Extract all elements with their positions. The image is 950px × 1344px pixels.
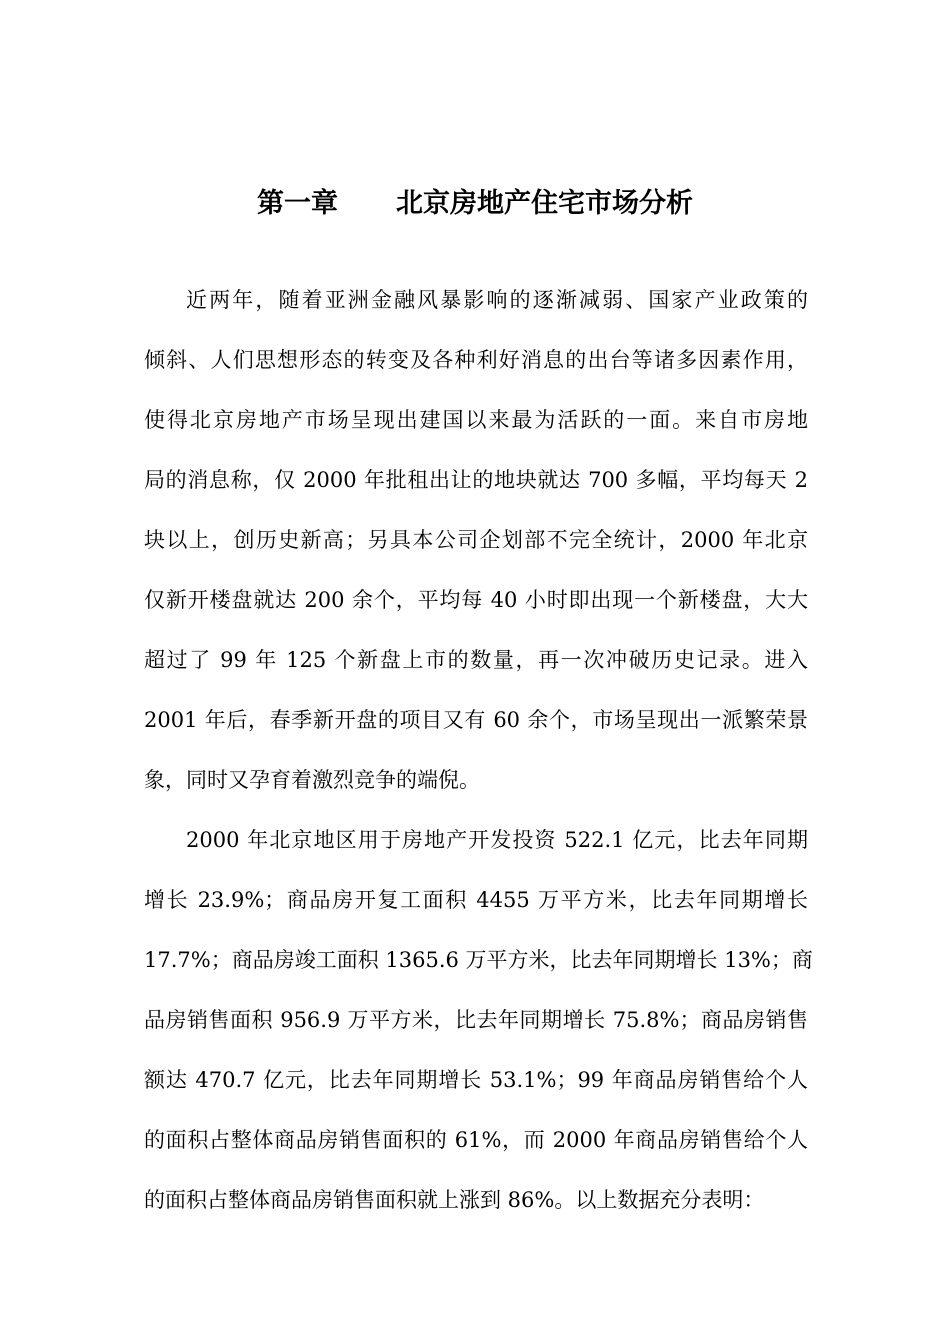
chapter-title-text: 北京房地产住宅市场分析	[396, 188, 693, 219]
paragraph-line: 倾斜、人们思想形态的转变及各种利好消息的出台等诸多因素作用，	[144, 348, 808, 372]
chapter-heading	[0, 184, 950, 224]
paragraph-line: 品房销售面积 956.9 万平方米，比去年同期增长 75.8%；商品房销售	[144, 1008, 808, 1032]
paragraph-line: 2000 年北京地区用于房地产开发投资 522.1 亿元，比去年同期	[186, 828, 808, 852]
paragraph-line: 象，同时又孕育着激烈竞争的端倪。	[144, 768, 480, 792]
paragraph-line: 增长 23.9%；商品房开复工面积 4455 万平方米，比去年同期增长	[144, 888, 808, 912]
paragraph-line: 的面积占整体商品房销售面积就上涨到 86%。以上数据充分表明：	[144, 1188, 765, 1212]
paragraph-line: 超过了 99 年 125 个新盘上市的数量，再一次冲破历史记录。进入	[144, 648, 808, 672]
paragraph-line: 17.7%；商品房竣工面积 1365.6 万平方米，比去年同期增长 13%；商	[144, 948, 813, 972]
paragraph-line: 块以上，创历史新高；另具本公司企划部不完全统计，2000 年北京	[144, 528, 808, 552]
paragraph-line: 的面积占整体商品房销售面积的 61%，而 2000 年商品房销售给个人	[144, 1128, 808, 1152]
chapter-number: 第一章	[257, 188, 338, 219]
paragraph-investment-stats	[144, 810, 813, 1230]
paragraph-line: 2001 年后，春季新开盘的项目又有 60 余个，市场呈现出一派繁荣景	[144, 708, 808, 732]
paragraph-line: 仅新开楼盘就达 200 余个，平均每 40 小时即出现一个新楼盘，大大	[144, 588, 808, 612]
paragraph-line: 局的消息称，仅 2000 年批租出让的地块就达 700 多幅，平均每天 2	[144, 468, 808, 492]
paragraph-line: 使得北京房地产市场呈现出建国以来最为活跃的一面。来自市房地	[144, 408, 808, 432]
paragraph-line: 额达 470.7 亿元，比去年同期增长 53.1%；99 年商品房销售给个人	[144, 1068, 808, 1092]
paragraph-market-overview	[144, 270, 808, 810]
paragraph-line: 近两年，随着亚洲金融风暴影响的逐渐减弱、国家产业政策的	[186, 288, 808, 312]
